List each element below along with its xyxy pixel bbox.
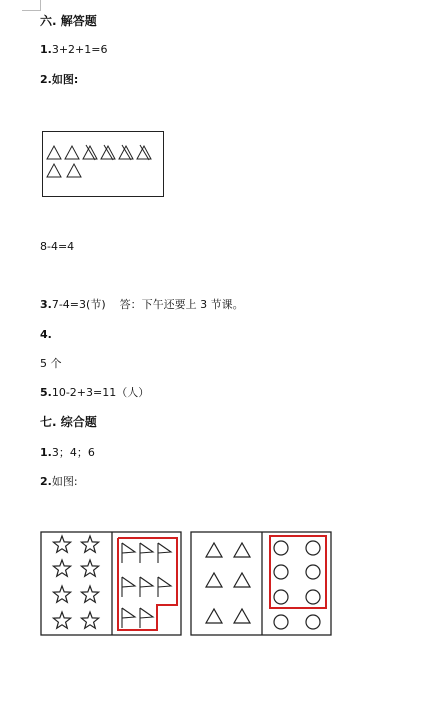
stars-flags-figure <box>40 531 183 637</box>
q-text: 如图: <box>51 475 78 488</box>
q-number: 2. <box>40 475 52 488</box>
circle-icon <box>306 615 320 629</box>
star-icon <box>53 612 70 628</box>
flag-icon <box>140 608 153 628</box>
triangle-icon <box>65 146 79 159</box>
star-icon <box>53 560 70 576</box>
star-icon <box>81 560 98 576</box>
flag-icon <box>140 543 153 563</box>
flag-icon <box>158 577 171 597</box>
q-number: 3. <box>40 298 52 311</box>
flag-icon <box>122 543 135 563</box>
q-text: 如图: <box>51 73 79 86</box>
highlight-outline <box>270 536 326 608</box>
circle-icon <box>274 615 288 629</box>
triangle-figure <box>42 131 165 198</box>
s6-q4-number: 4. <box>40 328 52 341</box>
triangles-circles-figure <box>190 531 333 637</box>
s7-q2 <box>40 475 78 489</box>
q-number: 2. <box>40 73 52 86</box>
q-number: 1. <box>40 446 52 459</box>
s6-q5 <box>40 386 149 400</box>
figure-border <box>43 132 164 197</box>
star-icon <box>81 536 98 552</box>
triangle-icon <box>234 543 250 557</box>
section-6-title: 六. 解答题 <box>40 14 97 28</box>
flag-icon <box>158 543 171 563</box>
star-icon <box>53 586 70 602</box>
triangle-icon <box>234 573 250 587</box>
q-text: 3+2+1=6 <box>51 43 108 56</box>
triangle-icon <box>67 164 81 177</box>
figure-border <box>41 532 181 635</box>
star-icon <box>81 586 98 602</box>
q-text: 10-2+3=11（人） <box>51 386 150 399</box>
circle-icon <box>274 541 288 555</box>
circle-icon <box>306 565 320 579</box>
star-icon <box>53 536 70 552</box>
triangle-icon <box>206 573 222 587</box>
section-7-title: 七. 综合题 <box>40 415 97 429</box>
s6-q4-answer: 5 个 <box>40 357 62 370</box>
q-number: 5. <box>40 386 52 399</box>
q-number: 1. <box>40 43 52 56</box>
flag-icon <box>122 608 135 628</box>
circle-icon <box>306 590 320 604</box>
triangle-icon <box>206 609 222 623</box>
triangle-icon <box>47 146 61 159</box>
star-icon <box>81 612 98 628</box>
q-text: 7-4=3(节) 答：下午还要上 3 节课。 <box>51 298 244 311</box>
circle-icon <box>306 541 320 555</box>
s6-q2 <box>40 73 78 87</box>
circle-icon <box>274 565 288 579</box>
s6-q1 <box>40 43 108 57</box>
circle-icon <box>274 590 288 604</box>
page-corner-mark <box>22 0 41 11</box>
s7-q1 <box>40 446 95 460</box>
triangle-icon <box>206 543 222 557</box>
triangle-icon <box>234 609 250 623</box>
triangle-icon <box>47 164 61 177</box>
s6-q2-equation: 8-4=4 <box>40 240 75 253</box>
s6-q3 <box>40 298 244 312</box>
flag-icon <box>140 577 153 597</box>
q-text: 3；4；6 <box>51 446 95 459</box>
flag-icon <box>122 577 135 597</box>
